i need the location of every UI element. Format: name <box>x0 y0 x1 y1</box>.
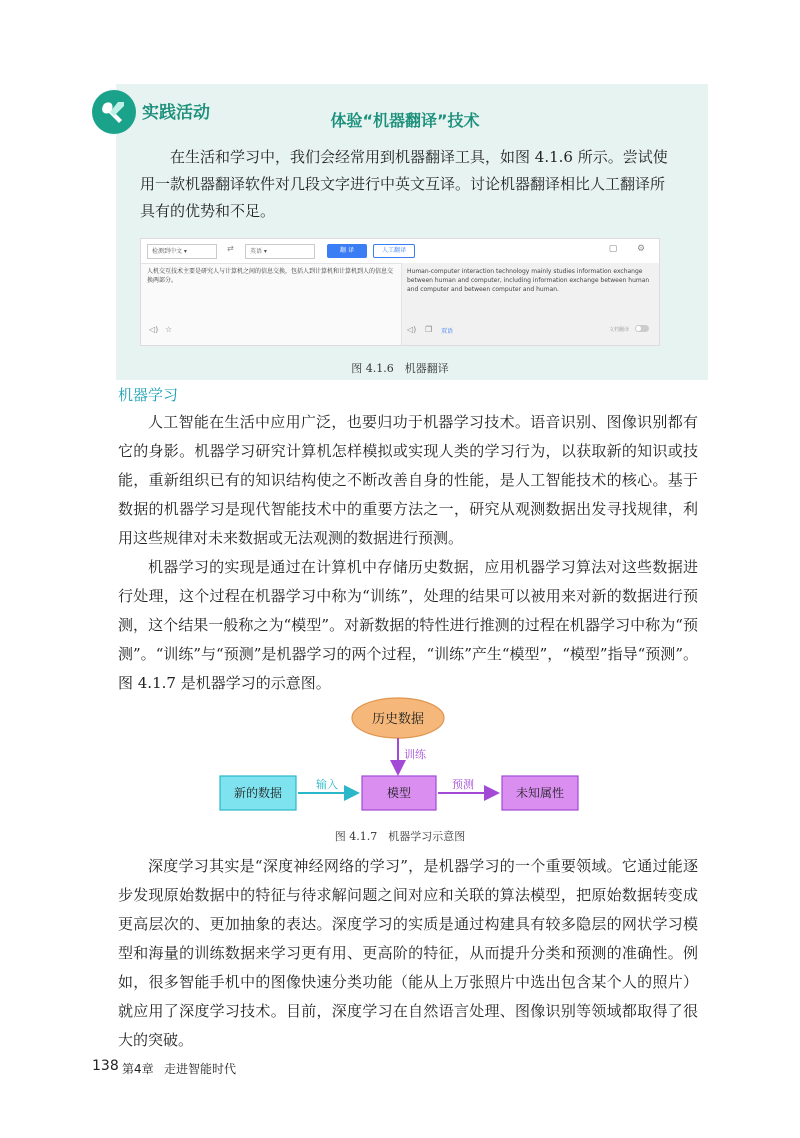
source-text[interactable]: 人机交互技术主要是研究人与计算机之间的信息交换，包括人到计算机和计算机到人的信息交换两部分。 <box>147 268 394 284</box>
ml-diagram <box>200 696 620 846</box>
swap-icon[interactable]: ⇄ <box>227 244 234 253</box>
toggle-label: 文档翻译 <box>609 327 630 333</box>
activity-badge <box>92 90 136 134</box>
paragraph: 人工智能在生活中应用广泛，也要归功于机器学习技术。语音识别、图像识别都有它的身影。机器学习研究计算机怎样模拟或实现人类的学习行为，以获取新的知识或技能，重新组织已有的知识结构使之不断改善自身的性能，是人工智能技术的核心。基于数据的机器学习是现代智能技术中的重要方法之一，研究从观测数据出发寻找规律，利用这些规律对未来数据或无法观测的数据进行预测。 <box>118 413 698 547</box>
screenshot-icon[interactable]: ▢ <box>608 244 618 254</box>
model-label: 模型 <box>386 786 412 800</box>
figure-caption: 图 4.1.7 机器学习示意图 <box>334 830 466 843</box>
input-label: 输入 <box>316 778 338 791</box>
activity-text <box>140 144 670 225</box>
chapter-number: 第4章 <box>122 1062 154 1076</box>
history-data-label: 历史数据 <box>371 712 425 727</box>
human-translate-button[interactable]: 人工翻译 <box>373 244 415 258</box>
translated-text: Human-computer interaction technology mainly studies information exchange between human and computer, including information exchange between human and computer and between computer and human. <box>407 268 650 293</box>
activity-label: 实践活动 <box>142 103 210 123</box>
predict-label: 预测 <box>452 778 474 791</box>
translator-toolbar <box>141 239 659 264</box>
train-label: 训练 <box>404 748 426 761</box>
activity-title: 体验“机器翻译”技术 <box>330 111 480 130</box>
section-heading: 机器学习 <box>118 386 179 404</box>
star-icon[interactable]: ☆ <box>165 325 173 334</box>
translate-button[interactable]: 翻 译 <box>327 244 367 258</box>
page-number: 138 <box>92 1058 119 1074</box>
gear-icon[interactable]: ⚙ <box>636 244 646 254</box>
translator-window <box>140 238 660 346</box>
paragraph: 深度学习其实是“深度神经网络的学习”，是机器学习的一个重要领域。它通过能逐步发现原始数据中的特征与待求解问题之间对应和关联的算法模型，把原始数据转变成更高层次的、更加抽象的表达。深度学习的实质是通过构建具有较多隐层的网状学习模型和海量的训练数据来学习更有用、更高阶的特征，从而提升分类和预测的准确性。例如，很多智能手机中的图像快速分类功能（能从上万张照片中选出包含某个人的照片）就应用了深度学习技术。目前，深度学习在自然语言处理、图像识别等领域都取得了很大的突破。 <box>118 857 698 1049</box>
bilingual-toggle[interactable]: 双语 <box>441 328 454 335</box>
speaker-icon[interactable]: ◁) <box>407 325 417 334</box>
new-data-label: 新的数据 <box>233 786 283 800</box>
section-body <box>118 852 698 1055</box>
activity-paragraph: 在生活和学习中，我们会经常用到机器翻译工具，如图 4.1.6 所示。尝试使用一款机器翻译软件对几段文字进行中英文互译。讨论机器翻译相比人工翻译所具有的优势和不足。 <box>140 148 668 220</box>
target-language-select[interactable]: 英语 ▾ <box>245 244 315 259</box>
unknown-attribute-label: 未知属性 <box>515 786 565 800</box>
section-body <box>118 408 698 698</box>
figure-caption: 图 4.1.6 机器翻译 <box>351 362 449 375</box>
tools-icon <box>92 90 136 134</box>
speaker-icon[interactable]: ◁) <box>149 325 159 334</box>
copy-icon[interactable]: ❐ <box>425 325 433 334</box>
chapter-title: 走进智能时代 <box>164 1062 237 1076</box>
toggle-switch[interactable] <box>635 325 649 332</box>
source-language-select[interactable]: 检测到中文 ▾ <box>147 244 217 259</box>
paragraph: 机器学习的实现是通过在计算机中存储历史数据，应用机器学习算法对这些数据进行处理，这个过程在机器学习中称为“训练”，处理的结果可以被用来对新的数据进行预测，这个结果一般称之为“模型”。对新数据的特性进行推测的过程在机器学习中称为“预测”。“训练”与“预测”是机器学习的两个过程，“训练”产生“模型”，“模型”指导“预测”。图 4.1.7 是机器学习的示意图。 <box>118 558 698 692</box>
